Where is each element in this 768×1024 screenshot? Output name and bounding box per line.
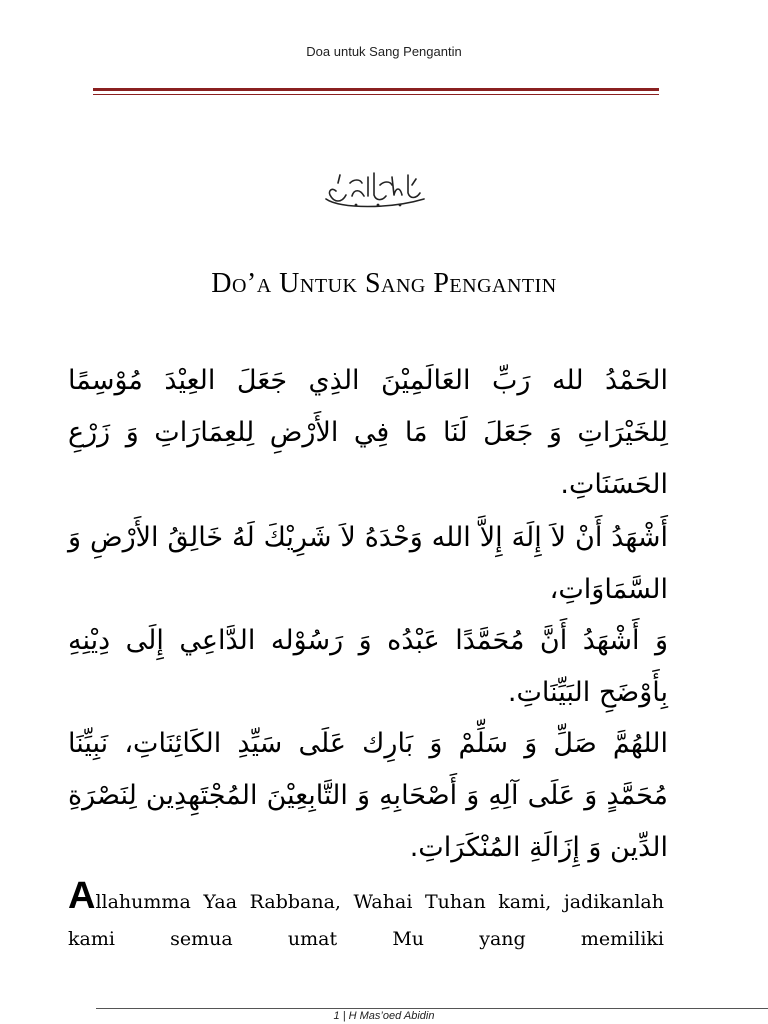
- header-rule-thin: [93, 94, 659, 95]
- page-footer: 1 | H Mas’oed Abidin: [333, 1010, 435, 1022]
- document-title: Do’a Untuk Sang Pengantin: [211, 268, 557, 299]
- footer-rule: [96, 1008, 768, 1009]
- basmala-calligraphy: [320, 165, 430, 215]
- arabic-paragraph-praise: الحَمْدُ لله رَبِّ العَالَمِيْنَ الذِي جَعَلَ العِيْدَ مُوْسِمًا لِلخَيْرَاتِ وَ جَعَلَ لَنَا مَا فِي الأَرْضِ لِلعِمَارَاتِ وَ زَرْعِ الحَسَنَاتِ.: [68, 365, 668, 500]
- header-rule-thick: [93, 88, 659, 91]
- arabic-paragraph-salawat: اللهُمَّ صَلِّ وَ سَلِّمْ وَ بَارِك عَلَى سَيِّدِ الكَائِنَاتِ، نَبِيِّنَا مُحَمَّدٍ وَ عَلَى آلِهِ وَ أَصْحَابِهِ وَ التَّابِعِيْنَ المُجْتَهِدِين لِنَصْرَةِ الدِّين وَ إِزَالَةِ المُنْكَرَاتِ.: [68, 728, 668, 863]
- drop-cap: A: [68, 875, 96, 917]
- basmala-calligraphy-image: [320, 165, 430, 215]
- latin-paragraph: [68, 875, 664, 958]
- arabic-paragraph-shahada-1: أَشْهَدُ أَنْ لاَ إِلَهَ إِلاَّ الله وَحْدَهُ لاَ شَرِيْكَ لَهُ خَالِقُ الأَرْضِ وَ السَّمَاوَاتِ،: [68, 522, 668, 605]
- arabic-paragraph-shahada-2: وَ أَشْهَدُ أَنَّ مُحَمَّدًا عَبْدُه وَ رَسُوْله الدَّاعِي إِلَى دِيْنِهِ بِأَوْضَحِ البَيِّنَاتِ.: [68, 625, 668, 708]
- latin-paragraph-text: llahumma Yaa Rabbana, Wahai Tuhan kami, jadikanlah kami semua umat Mu yang memiliki: [68, 891, 664, 950]
- page-header: Doa untuk Sang Pengantin: [306, 44, 462, 59]
